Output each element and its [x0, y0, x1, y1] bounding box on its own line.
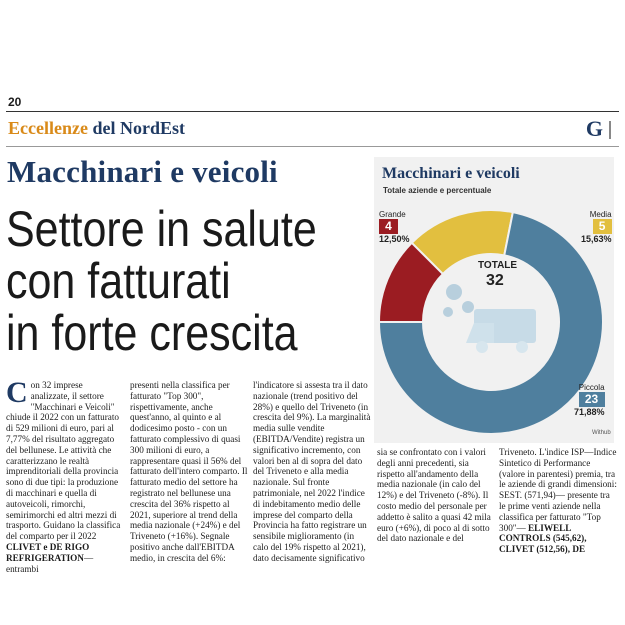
legend-piccola-percent: 71,88%	[574, 407, 605, 417]
article-column-2	[130, 380, 248, 564]
headline-line-3: in forte crescita	[6, 305, 298, 361]
column-1-tail: —entrambi	[6, 552, 94, 574]
legend-media-percent: 15,63%	[581, 234, 612, 244]
legend-media-name: Media	[589, 210, 612, 219]
article-column-5	[499, 447, 617, 555]
chart-credit: Withub	[592, 430, 611, 436]
drop-cap: C	[6, 376, 28, 409]
legend-grande-name: Grande	[379, 210, 406, 219]
column-5-text: Triveneto. L'indice ISP—Indice Sintetico di Performance (valore in parentesi) premia, tra le aziende di grandi dimensioni: SEST. (571,94)— presente tra le prime venti aziende nella classifica per fatturato "Top 300"—	[499, 447, 617, 533]
legend-grande	[379, 210, 410, 244]
section-header-part1: Eccellenze	[8, 118, 88, 138]
article-column-3	[253, 380, 371, 564]
column-1-bold-names: CLIVET e DE RIGO REFRIGERATION	[6, 541, 90, 563]
article-headline	[6, 203, 326, 359]
headline-line-1: Settore in salute	[6, 201, 317, 257]
legend-grande-count: 4	[379, 219, 398, 234]
column-1-text: on 32 imprese analizzate, il settore "Macchinari e Veicoli" chiude il 2022 con un fatturato di 529 milioni di euro, pari al 7,77% del risultato aggregato del bellunese. Le attività che caratterizzano le realtà imprenditoriali della provincia sono di due tipi: la produzione di macchinari e quella di autoveicoli, rimorchi, semirimorchi ed altri mezzi di trasporto. Guidano la classifica del comparto per il 2022	[6, 380, 121, 542]
legend-piccola	[574, 383, 605, 417]
page-number: 20	[8, 95, 22, 109]
legend-media-count: 5	[593, 219, 612, 234]
headline-line-2: con fatturati	[6, 253, 231, 309]
section-rule	[6, 146, 619, 147]
donut-center-value: 32	[486, 272, 504, 289]
column-4-text: sia se confrontato con i valori degli anni precedenti, sia rispetto all'andamento della media nazionale (in calo del 12%) e del Triveneto (-8%). Il costo medio del personale per addetto è salito a quasi 42 mila euro (+6%), di poco al di sotto del dato nazionale e del	[377, 447, 491, 544]
article-column-4	[377, 447, 495, 544]
legend-piccola-count: 23	[579, 392, 605, 407]
column-2-text: presenti nella classifica per fatturato "Top 300", rispettivamente, anche quest'anno, al quinto e al dodicesimo posto - con un fatturato complessivo di quasi 300 milioni di euro, a rappresentare quasi il 56% del fatturato dell'intero comparto. Il fatturato medio del settore ha registrato nel bellunese una crescita del 36% rispetto al 2021, superiore al trend della media nazionale (+24%) e del Triveneto (+16%). Segnale positivo anche dall'EBITDA medio, in crescita del 6%:	[130, 380, 248, 563]
section-header	[8, 118, 185, 139]
donut-center-label: TOTALE	[478, 260, 518, 271]
chart-subtitle: Totale aziende e percentuale	[383, 186, 492, 195]
column-5-bold-names: ELIWELL CONTROLS (545,62), CLIVET (512,56), DE	[499, 522, 587, 555]
legend-media	[581, 210, 612, 244]
legend-grande-percent: 12,50%	[379, 234, 410, 244]
chart-title: Macchinari e veicoli	[382, 165, 520, 182]
article-kicker: Macchinari e veicoli	[7, 154, 278, 189]
newspaper-logo: G	[585, 116, 603, 141]
section-header-part2: del NordEst	[87, 118, 185, 138]
article-column-1	[6, 376, 124, 574]
legend-piccola-name: Piccola	[578, 383, 605, 392]
column-3-text: l'indicatore si assesta tra il dato nazionale (trend positivo del 28%) e quello del Triveneto (in crescita del 9%). La marginalità media sulle vendite (EBITDA/Vendite) registra un significativo incremento, con valori ben al di sopra del dato del Triveneto e alla media nazionale. Sul fronte patrimoniale, nel 2022 l'indice di indebitamento medio delle imprese del comparto della Provincia ha fatto registrare un sensibile miglioramento (in calo del 19% rispetto al 2021), dato decisamente significativo	[253, 380, 371, 563]
logo-divider	[609, 121, 611, 139]
top-rule	[6, 111, 619, 112]
